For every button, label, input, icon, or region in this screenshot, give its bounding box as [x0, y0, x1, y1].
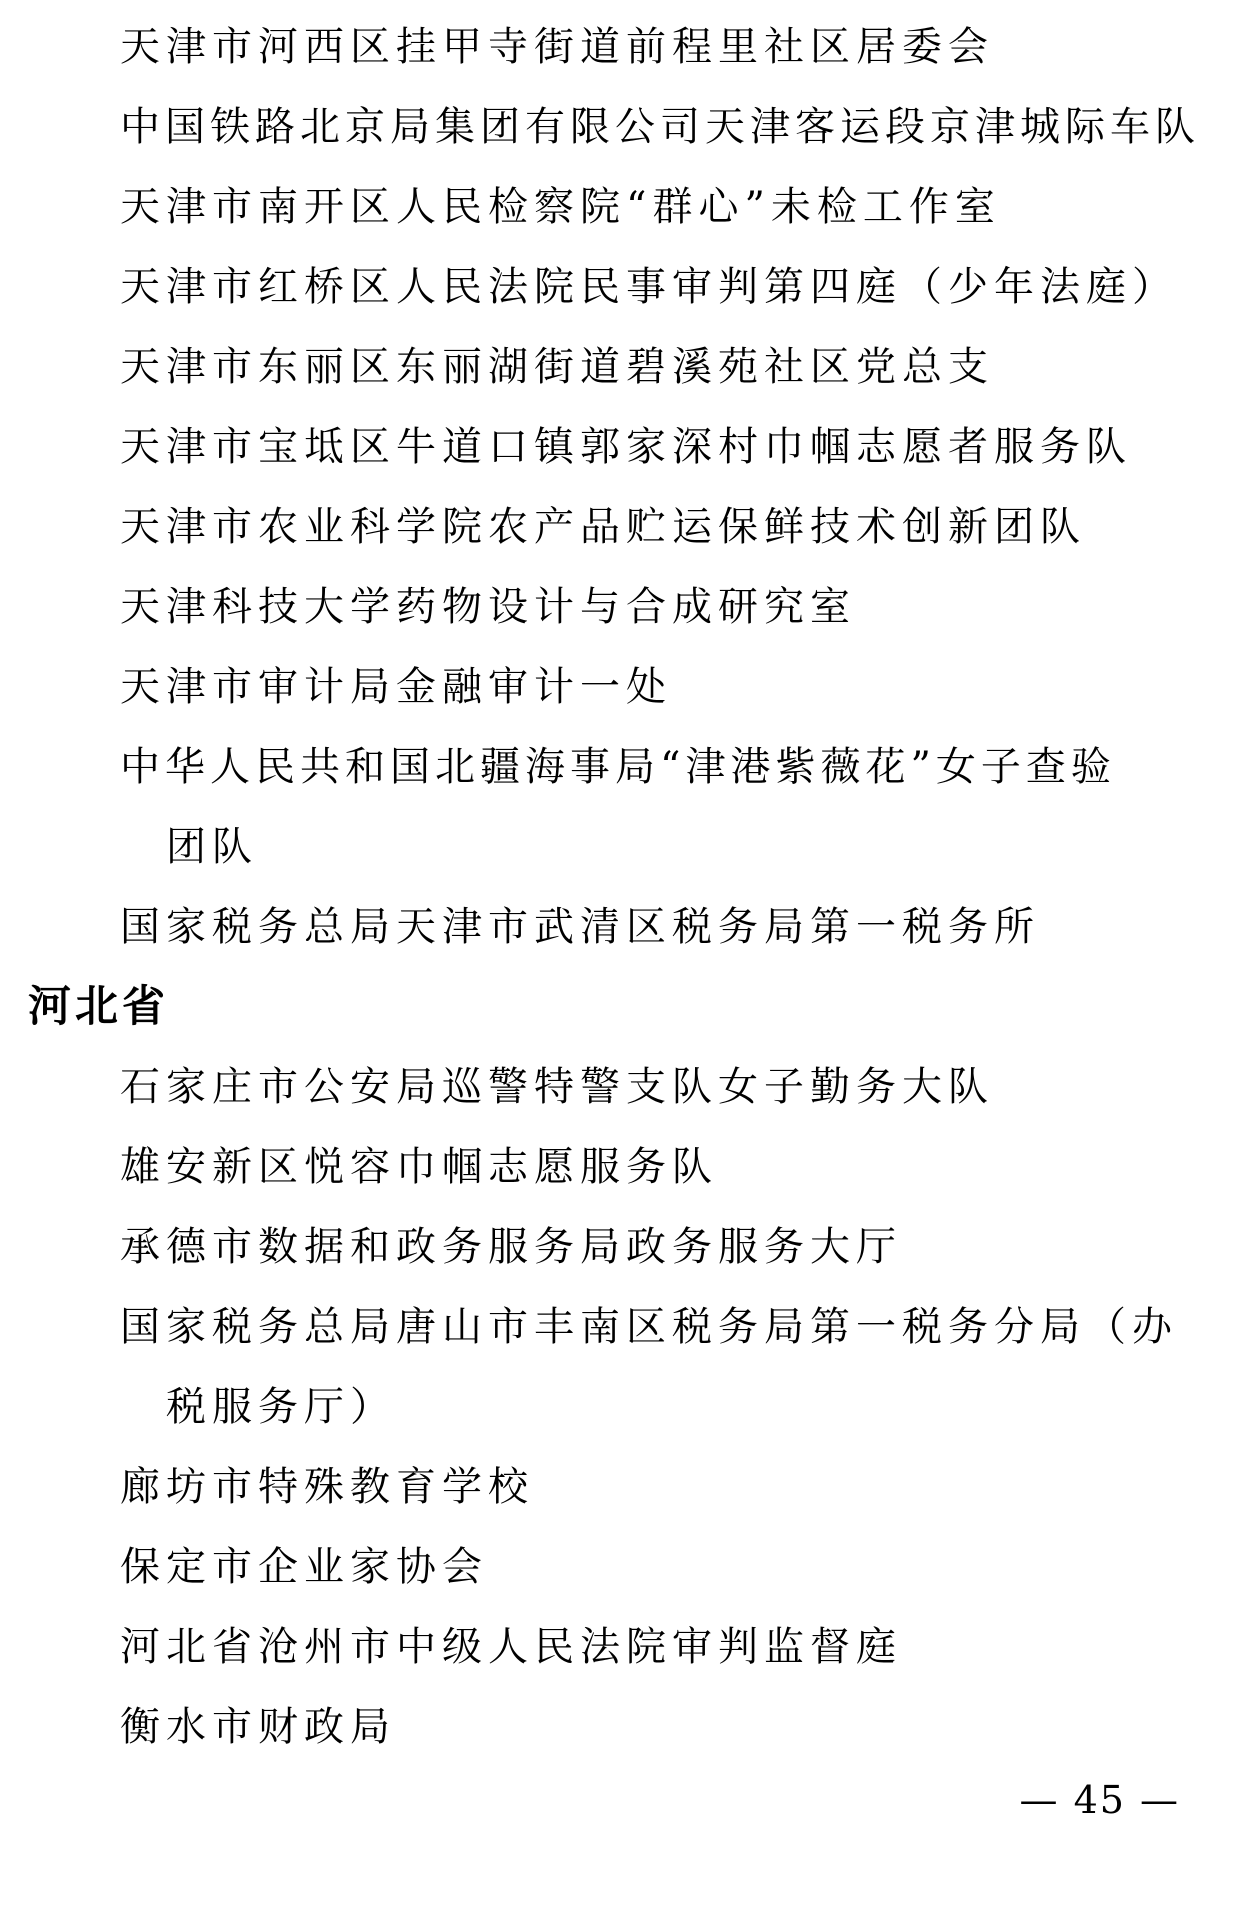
list-item-line: 中国铁路北京局集团有限公司天津客运段京津城际车队 [120, 104, 1200, 150]
list-item-continuation-line: 税服务厅） [166, 1384, 396, 1430]
list-item-line: 国家税务总局唐山市丰南区税务局第一税务分局（办 [120, 1304, 1178, 1350]
list-item-line: 国家税务总局天津市武清区税务局第一税务所 [120, 904, 1040, 950]
list-item-line: 天津市审计局金融审计一处 [120, 664, 672, 710]
list-item-line: 衡水市财政局 [120, 1704, 396, 1750]
list-item-line: 保定市企业家协会 [120, 1544, 488, 1590]
list-item-line: 天津市河西区挂甲寺街道前程里社区居委会 [120, 24, 994, 70]
list-item-line: 天津科技大学药物设计与合成研究室 [120, 584, 856, 630]
section-header: 河北省 [28, 982, 169, 1032]
list-item-line: 承德市数据和政务服务局政务服务大厅 [120, 1224, 902, 1270]
list-item-line: 中华人民共和国北疆海事局“津港紫薇花”女子查验 [120, 744, 1116, 790]
list-item-line: 天津市南开区人民检察院“群心”未检工作室 [120, 184, 1001, 230]
list-item-continuation-line: 团队 [166, 824, 258, 870]
list-item-line: 河北省沧州市中级人民法院审判监督庭 [120, 1624, 902, 1670]
list-item-line: 天津市宝坻区牛道口镇郭家深村巾帼志愿者服务队 [120, 424, 1132, 470]
section-tianjin-continued [0, 7, 1242, 967]
list-item-line: 天津市东丽区东丽湖街道碧溪苑社区党总支 [120, 344, 994, 390]
list-item-line: 雄安新区悦容巾帼志愿服务队 [120, 1144, 718, 1190]
section-hebei [0, 967, 1242, 1767]
page-number: — 45 — [1019, 1778, 1180, 1822]
list-item-line: 天津市红桥区人民法院民事审判第四庭（少年法庭） [120, 264, 1178, 310]
list-item-line: 石家庄市公安局巡警特警支队女子勤务大队 [120, 1064, 994, 1110]
list-item-line: 廊坊市特殊教育学校 [120, 1464, 534, 1510]
list-item-line: 天津市农业科学院农产品贮运保鲜技术创新团队 [120, 504, 1086, 550]
